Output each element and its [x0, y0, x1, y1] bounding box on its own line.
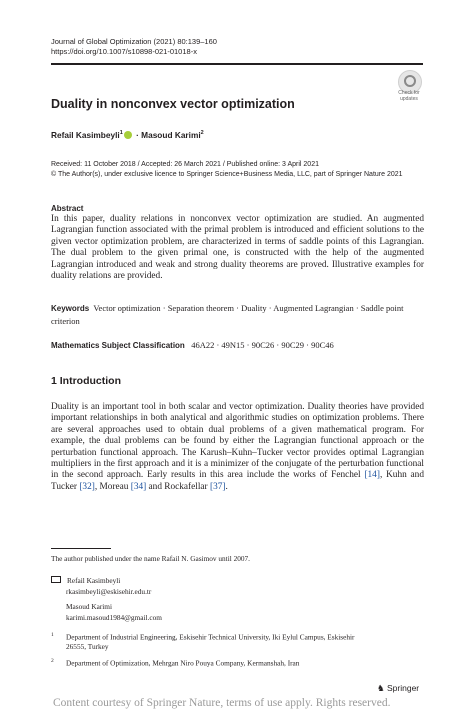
section-heading: 1 Introduction [51, 375, 121, 387]
author-2[interactable]: Masoud Karimi [141, 130, 201, 140]
springer-horse-icon: ♞ [377, 683, 385, 693]
citation-link[interactable]: [34] [130, 481, 147, 492]
msc-codes: 46A22 · 49N15 · 90C26 · 90C29 · 90C46 [191, 340, 334, 350]
affil-text-line2: 26555, Turkey [66, 642, 109, 652]
author-2-sup: 2 [200, 130, 204, 137]
corr-email-1[interactable]: rkasimbeyli@eskisehir.edu.tr [66, 586, 152, 596]
affil-text: Department of Industrial Engineering, Eskisehir Technical University, Iki Eylul Campus, Eskisehir [66, 632, 355, 642]
keywords [51, 302, 424, 327]
footnote-rule [51, 548, 111, 549]
doi-link[interactable]: https://doi.org/10.1007/s10898-021-01018-x [51, 47, 197, 56]
check-for-updates-badge[interactable] [394, 70, 424, 102]
affiliation-2 [51, 656, 299, 668]
citation-link[interactable]: [32] [79, 481, 95, 492]
intro-paragraph [51, 402, 424, 493]
orcid-icon[interactable] [124, 131, 132, 139]
affil-num: 1 [51, 632, 54, 638]
affil-text: Department of Optimization, Mehrgan Niro Pouya Company, Kermanshah, Iran [66, 658, 300, 668]
citation-link[interactable]: [14] [364, 470, 380, 481]
affil-num: 2 [51, 658, 54, 664]
header-rule [51, 63, 423, 65]
paper-title: Duality in nonconvex vector optimization [51, 97, 295, 111]
msc-label: Mathematics Subject Classification [51, 341, 185, 350]
journal-citation: Journal of Global Optimization (2021) 80:139–160 [51, 37, 217, 46]
corr-name-2: Masoud Karimi [66, 602, 113, 611]
abstract-heading: Abstract [51, 204, 84, 213]
badge-line2: updates [400, 95, 418, 102]
author-footnote: The author published under the name Rafail N. Gasimov until 2007. [51, 554, 251, 563]
author-list [51, 130, 204, 140]
author-1[interactable]: Refail Kasimbeyli [51, 130, 120, 140]
correspondence [51, 576, 162, 623]
corr-name-1: Refail Kasimbeyli [67, 576, 121, 585]
corr-email-2[interactable]: karimi.masoud1984@gmail.com [66, 612, 162, 622]
abstract-text: In this paper, duality relations in nonconvex vector optimization are studied. An augmented Lagrangian function associated with the primal problem is introduced and efficient solutions to the given vector optimization problem, are characterized in terms of saddle points of this Lagrangian. The dual problem to the given primal one, is constructed with the help of the augmented Lagrangian introduced and weak and strong duality theorems are proved. Illustrative examples for duality relations are provided. [51, 214, 424, 282]
envelope-icon [51, 576, 61, 583]
affiliation-1 [51, 630, 354, 652]
msc-classification [51, 340, 334, 350]
citation-link[interactable]: [37] [209, 481, 226, 492]
intro-text: and Rockafellar [146, 481, 210, 492]
intro-text: . [225, 481, 228, 492]
copyright-line: © The Author(s), under exclusive licence to Springer Science+Business Media, LLC, part of Springer Nature 2021 [51, 171, 403, 178]
publisher-name: Springer [387, 683, 420, 693]
keywords-text: Vector optimization · Separation theorem · Duality · Augmented Lagrangian · Saddle point criterion [51, 303, 404, 326]
publication-dates [51, 160, 403, 180]
springer-logo [377, 683, 419, 694]
keywords-label: Keywords [51, 304, 90, 313]
author-1-sup: 1 [119, 130, 123, 137]
intro-text: , Kuhn and Tucker [51, 470, 424, 492]
intro-text: , Moreau [94, 481, 131, 492]
dates-line: Received: 11 October 2018 / Accepted: 26 March 2021 / Published online: 3 April 2021 [51, 161, 319, 168]
courtesy-watermark: Content courtesy of Springer Nature, terms of use apply. Rights reserved. [53, 697, 391, 709]
badge-line1: Check for [398, 90, 420, 96]
author-separator: · [136, 130, 139, 140]
intro-text: Duality is an important tool in both scalar and vector optimization. Duality theories have provided important relationships in both analytical and algorithmic studies on optimization problems. There are several approaches used to obtain dual problems of a given mathematical program. For example, the dual problems can be found by either the Lagrangian functional approach or the perturbation functional approach. The Karush–Kuhn–Tucker vector provides optimal Lagrangian multipliers in the first approach and it is a minimizer of the conjugate of the perturbation functional in the second approach. Early results in this area include the works of Fenchel [51, 402, 424, 481]
journal-header [51, 37, 217, 57]
